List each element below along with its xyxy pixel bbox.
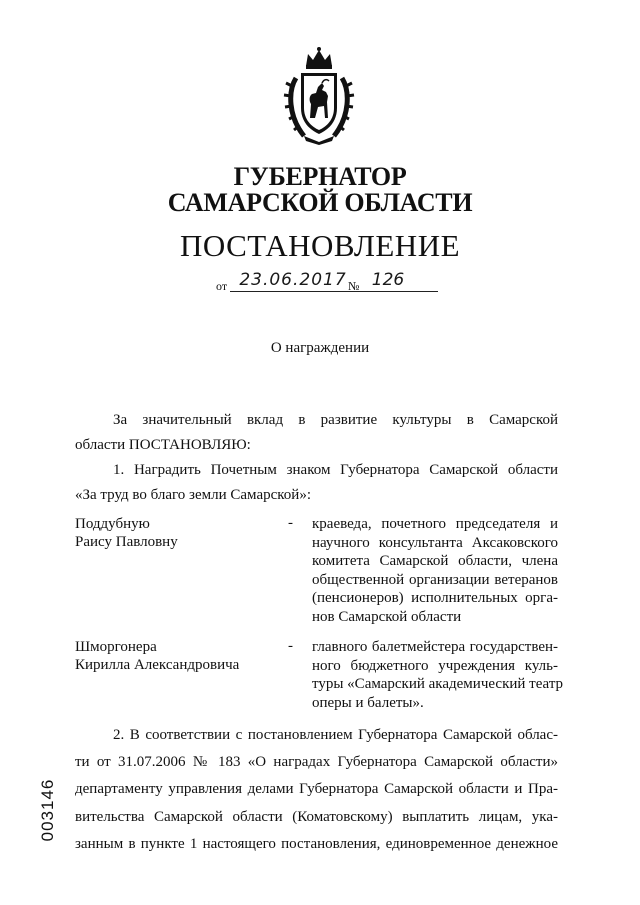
intro-line-1: За значительный вклад в развитие культуры в Самарской xyxy=(113,412,558,428)
date-underline xyxy=(230,291,438,292)
item2-line-2: ти от 31.07.2006 № 183 «О наградах Губернатора Самарской области» xyxy=(75,754,558,770)
item1-line-2: «За труд во благо земли Самарской»: xyxy=(75,487,311,503)
archive-stamp-text: 003146 xyxy=(38,778,57,842)
date-prefix: от xyxy=(216,279,228,293)
issuer-title-line1: ГУБЕРНАТОР xyxy=(233,162,407,191)
item2-line-5: занным в пункте 1 настоящего постановления, единовременное денежное xyxy=(75,836,558,852)
awardee-1-name xyxy=(75,515,178,551)
item1-line-1: 1. Наградить Почетным знаком Губернатора Самарской области xyxy=(113,462,558,478)
item2-line-1: 2. В соответствии с постановлением Губернатора Самарской облас- xyxy=(113,727,558,743)
document-subject: О награждении xyxy=(270,340,370,356)
awardee-2-description xyxy=(312,638,564,712)
awardee-2-desc-line: оперы и балеты». xyxy=(312,694,424,711)
awardee-1-desc-line: общественной организации ветеранов xyxy=(312,571,558,588)
document-date: 23.06.2017 xyxy=(239,270,347,290)
awardee-2-desc-line: главного балетмейстера государствен- xyxy=(312,639,558,655)
awardee-1-dash: - xyxy=(288,515,293,531)
awardee-1-description xyxy=(312,515,558,627)
awardee-1-desc-line: научного консультанта Аксаковского xyxy=(312,534,558,551)
number-sign: № xyxy=(348,279,360,293)
awardee-1-given-names: Раису Павловну xyxy=(75,534,178,550)
awardee-2-given-names: Кирилла Александровича xyxy=(75,657,240,673)
coat-of-arms-icon xyxy=(282,46,356,146)
awardee-1-desc-line: краеведа, почетного председателя и xyxy=(312,516,558,532)
date-number-line xyxy=(212,271,432,293)
awardee-1-desc-line: (пенсионеров) исполнительных орга- xyxy=(312,590,558,607)
document-type: ПОСТАНОВЛЕНИЕ xyxy=(179,228,461,263)
item2-line-3: департаменту управления делами Губернатора Самарской области и Пра- xyxy=(75,781,558,797)
awardee-2-surname: Шморгонера xyxy=(75,639,157,655)
item2-line-4: вительства Самарской области (Коматовскому) выплатить лицам, ука- xyxy=(75,809,558,825)
awardee-1-surname: Поддубную xyxy=(75,516,150,532)
awardee-2-desc-line: ного бюджетного учреждения куль- xyxy=(312,657,558,674)
issuer-title-line2: САМАРСКОЙ ОБЛАСТИ xyxy=(167,188,473,217)
document-number: 126 xyxy=(371,270,405,290)
archive-stamp-number xyxy=(38,774,58,846)
intro-line-2: области ПОСТАНОВЛЯЮ: xyxy=(75,437,251,453)
awardee-2-name xyxy=(75,638,239,674)
awardee-2-dash: - xyxy=(288,638,293,654)
awardee-1-desc-line: комитета Самарской области, члена xyxy=(312,553,558,570)
awardee-2-desc-line: туры «Самарский академический театр xyxy=(312,676,564,693)
awardee-1-desc-line: нов Самарской области xyxy=(312,608,462,625)
